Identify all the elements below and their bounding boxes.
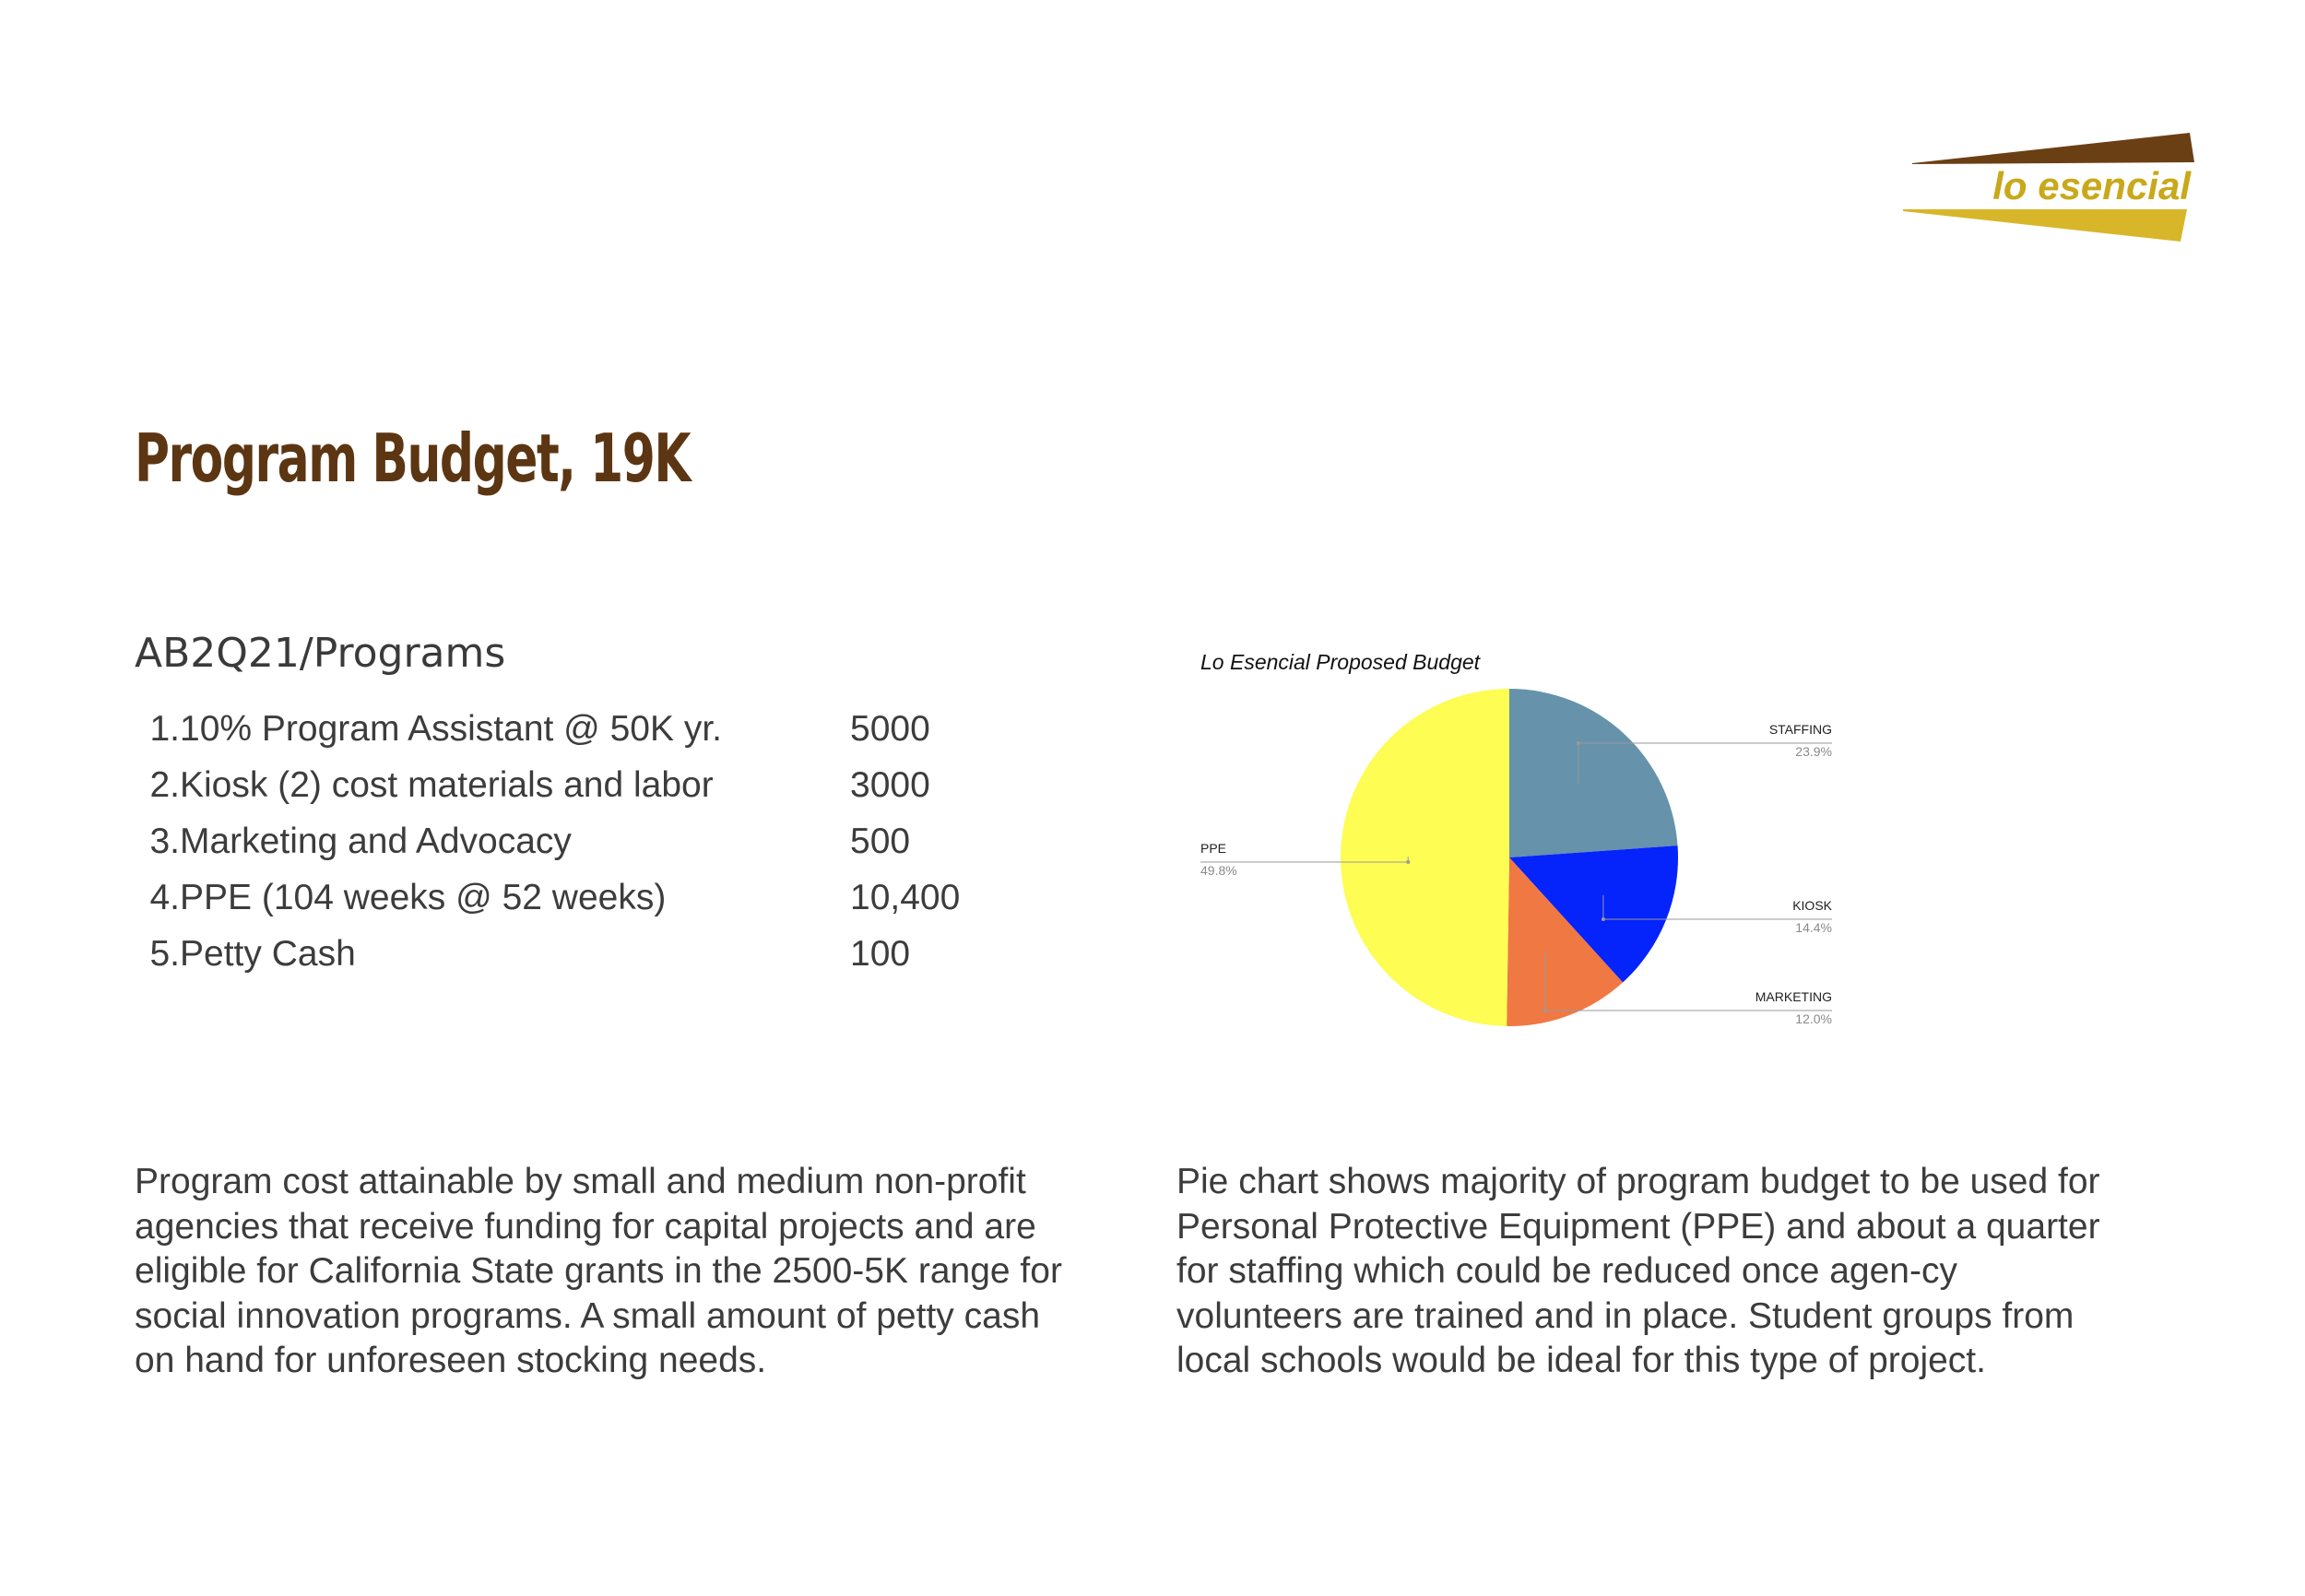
list-item bbox=[138, 869, 987, 926]
list-item bbox=[138, 757, 987, 813]
item-number: 5. bbox=[149, 934, 180, 974]
item-amount: 10,400 bbox=[850, 878, 961, 917]
item-number: 3. bbox=[149, 822, 180, 861]
slice-label-kiosk: KIOSK bbox=[1792, 898, 1832, 913]
pie-slice-ppe bbox=[1341, 689, 1509, 1026]
logo-text: lo esencial bbox=[1992, 164, 2191, 207]
cost-description: Program cost attainable by small and medium non-profit agencies that receive funding for capital projects and are eligible for California State grants in the 2500-5K range for social innovation programs. A small amount of petty cash on hand for unforeseen stocking needs. bbox=[135, 1162, 1062, 1380]
item-number: 4. bbox=[149, 878, 180, 917]
leader-dot-staffing bbox=[1577, 741, 1580, 745]
item-number: 2. bbox=[149, 765, 180, 805]
list-item bbox=[138, 701, 987, 757]
slice-percent-ppe: 49.8% bbox=[1200, 863, 1237, 878]
budget-pie-chart bbox=[1180, 636, 1862, 1042]
slice-percent-marketing: 12.0% bbox=[1795, 1011, 1832, 1026]
leader-dot-ppe bbox=[1406, 860, 1410, 864]
list-item bbox=[138, 813, 987, 869]
item-amount: 500 bbox=[850, 822, 911, 861]
item-amount: 3000 bbox=[850, 765, 930, 805]
item-label: Marketing and Advocacy bbox=[180, 822, 572, 861]
section-subtitle: AB2Q21/Programs bbox=[135, 630, 506, 677]
slice-percent-kiosk: 14.4% bbox=[1795, 920, 1832, 935]
page-title: Program Budget, 19K bbox=[135, 420, 691, 497]
logo-bottom-band bbox=[1903, 209, 2187, 242]
logo-top-band bbox=[1912, 133, 2194, 164]
chart-title: Lo Esencial Proposed Budget bbox=[1200, 650, 1481, 674]
lo-esencial-logo bbox=[1881, 129, 2194, 249]
item-label: Kiosk (2) cost materials and labor bbox=[180, 765, 714, 805]
item-number: 1. bbox=[149, 709, 180, 749]
slice-percent-staffing: 23.9% bbox=[1795, 744, 1832, 759]
item-label: PPE (104 weeks @ 52 weeks) bbox=[180, 878, 667, 917]
list-item bbox=[138, 926, 987, 982]
chart-description: Pie chart shows majority of program budget to be used for Personal Protective Equipment (PPE) and about a quarter for staffing which could be reduced once agen-cy volunteers are trained and in place. Student groups from local schools would be ideal for this type of project. bbox=[1176, 1162, 2100, 1380]
item-label: Petty Cash bbox=[180, 934, 356, 974]
item-label: 10% Program Assistant @ 50K yr. bbox=[180, 709, 723, 749]
item-amount: 100 bbox=[850, 934, 911, 974]
item-amount: 5000 bbox=[850, 709, 930, 749]
budget-list bbox=[138, 701, 987, 982]
leader-dot-marketing bbox=[1543, 1009, 1547, 1012]
pie-slice-staffing bbox=[1509, 689, 1678, 857]
slice-label-marketing: MARKETING bbox=[1755, 989, 1832, 1004]
slice-label-ppe: PPE bbox=[1200, 841, 1227, 856]
leader-dot-kiosk bbox=[1602, 917, 1605, 921]
pie-slices bbox=[1341, 689, 1678, 1026]
slice-label-staffing: STAFFING bbox=[1768, 722, 1832, 737]
